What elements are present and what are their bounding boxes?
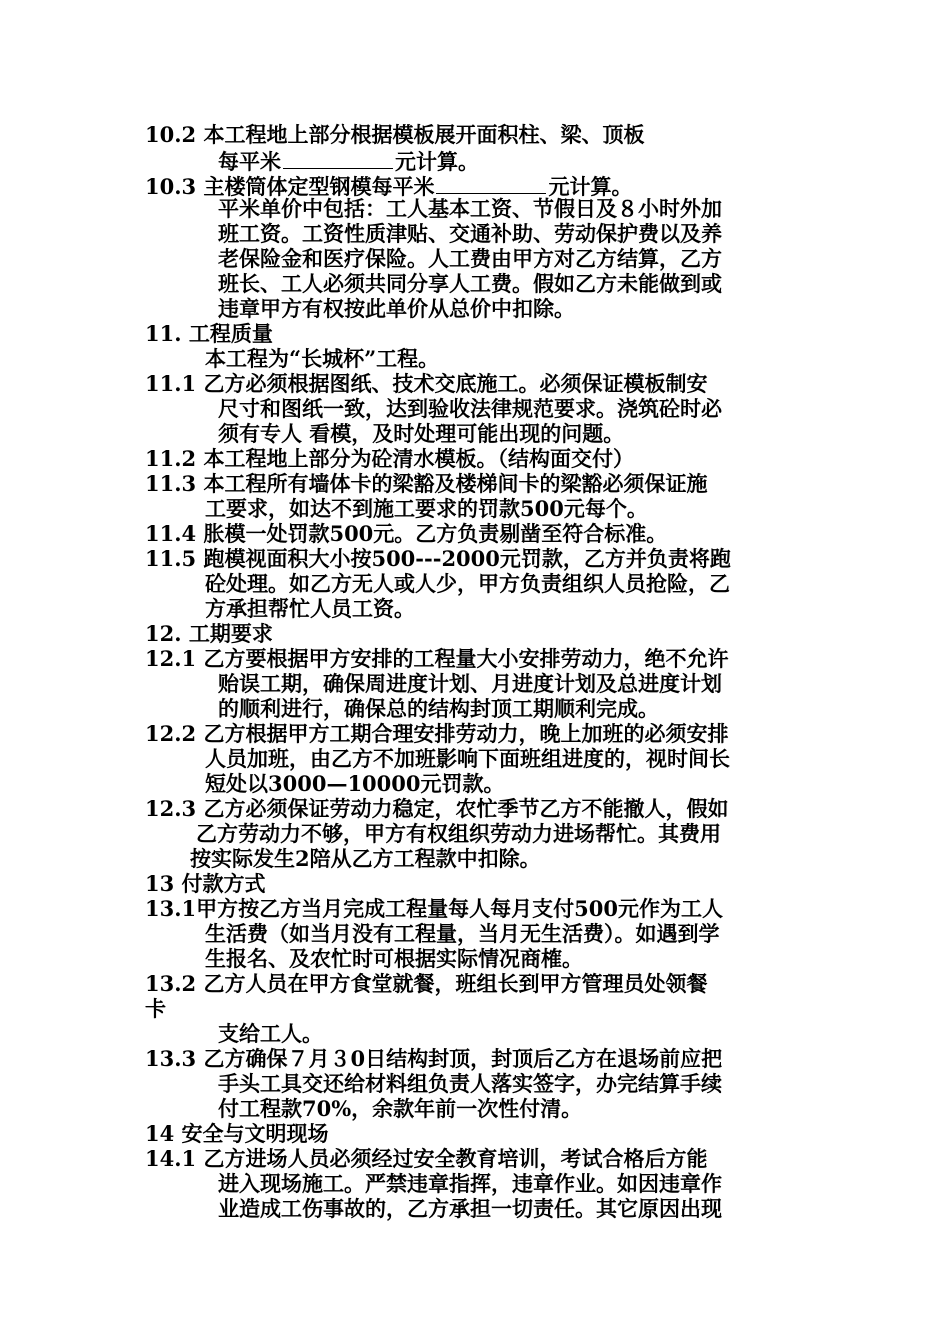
paragraph-line: 人员加班，由乙方不加班影响下面班组进度的，视时间长 bbox=[205, 746, 730, 771]
paragraph-line: 班工资。工资性质津贴、交通补助、劳动保护费以及养 bbox=[218, 221, 722, 246]
section-heading-14: 14 安全与文明现场 bbox=[145, 1121, 329, 1146]
line-13-3: 13.3 乙方确保７月３0日结构封顶，封顶后乙方在退场前应把 bbox=[145, 1046, 723, 1071]
paragraph-line: 平米单价中包括：工人基本工资、节假日及８小时外加 bbox=[218, 196, 722, 221]
paragraph-line: 须有专人 看模，及时处理可能出现的问题。 bbox=[218, 421, 625, 446]
blank-price-field bbox=[436, 173, 546, 194]
paragraph-line: 工要求，如达不到施工要求的罚款500元每个。 bbox=[205, 496, 648, 521]
section-heading-12: 12. 工期要求 bbox=[145, 621, 273, 646]
line-12-1: 12.1 乙方要根据甲方安排的工程量大小安排劳动力，绝不允许 bbox=[145, 646, 729, 671]
line-11-1: 11.1 乙方必须根据图纸、技术交底施工。必须保证模板制安 bbox=[145, 371, 708, 396]
line-10-3-text: 10.3 主楼筒体定型钢模每平米 bbox=[145, 174, 435, 199]
line-13-2: 13.2 乙方人员在甲方食堂就餐，班组长到甲方管理员处领餐 bbox=[145, 971, 708, 996]
section-heading-11: 11. 工程质量 bbox=[145, 321, 273, 346]
line-10-2: 10.2 本工程地上部分根据模板展开面积柱、梁、顶板 bbox=[145, 122, 645, 147]
line-11-2: 11.2 本工程地上部分为砼清水模板。（结构面交付） bbox=[145, 446, 634, 471]
unit-text: 每平米 bbox=[218, 149, 281, 174]
paragraph-line: 手头工具交还给材料组负责人落实签字，办完结算手续 bbox=[218, 1071, 722, 1096]
blank-price-field bbox=[283, 148, 393, 169]
line-11-4: 11.4 胀模一处罚款500元。乙方负责剔凿至符合标准。 bbox=[145, 521, 668, 546]
line-14-1: 14.1 乙方进场人员必须经过安全教育培训，考试合格后方能 bbox=[145, 1146, 708, 1171]
line-10-2-cont bbox=[218, 148, 479, 174]
paragraph-line: 砼处理。如乙方无人或人少，甲方负责组织人员抢险，乙 bbox=[205, 571, 730, 596]
line-13-1: 13.1甲方按乙方当月完成工程量每人每月支付500元作为工人 bbox=[145, 896, 723, 921]
paragraph-line: 本工程为“长城杯”工程。 bbox=[205, 346, 440, 371]
paragraph-line: 业造成工伤事故的，乙方承担一切责任。其它原因出现 bbox=[218, 1196, 722, 1221]
paragraph-line: 付工程款70%，余款年前一次性付清。 bbox=[218, 1096, 583, 1121]
unit-suffix: 元计算。 bbox=[548, 174, 633, 199]
paragraph-line: 进入现场施工。严禁违章指挥，违章作业。如因违章作 bbox=[218, 1171, 722, 1196]
paragraph-line: 班长、工人必须共同分享人工费。假如乙方未能做到或 bbox=[218, 271, 722, 296]
line-12-2: 12.2 乙方根据甲方工期合理安排劳动力，晚上加班的必须安排 bbox=[145, 721, 729, 746]
paragraph-line: 按实际发生2陪从乙方工程款中扣除。 bbox=[190, 846, 541, 871]
paragraph-line: 短处以3000—10000元罚款。 bbox=[205, 771, 505, 796]
paragraph-line: 生活费（如当月没有工程量，当月无生活费）。如遇到学 bbox=[205, 921, 720, 946]
paragraph-line: 卡 bbox=[145, 996, 166, 1021]
paragraph-line: 尺寸和图纸一致，达到验收法律规范要求。浇筑砼时必 bbox=[218, 396, 722, 421]
paragraph-line: 乙方劳动力不够，甲方有权组织劳动力进场帮忙。其费用 bbox=[196, 821, 721, 846]
paragraph-line: 违章甲方有权按此单价从总价中扣除。 bbox=[218, 296, 575, 321]
paragraph-line: 方承担帮忙人员工资。 bbox=[205, 596, 415, 621]
paragraph-line: 老保险金和医疗保险。人工费由甲方对乙方结算，乙方 bbox=[218, 246, 722, 271]
paragraph-line: 贻误工期，确保周进度计划、月进度计划及总进度计划 bbox=[218, 671, 722, 696]
line-12-3: 12.3 乙方必须保证劳动力稳定，农忙季节乙方不能撤人，假如 bbox=[145, 796, 729, 821]
line-11-5: 11.5 跑模视面积大小按500---2000元罚款，乙方并负责将跑 bbox=[145, 546, 731, 571]
line-11-3: 11.3 本工程所有墙体卡的梁豁及楼梯间卡的梁豁必须保证施 bbox=[145, 471, 708, 496]
section-heading-13: 13 付款方式 bbox=[145, 871, 266, 896]
unit-suffix: 元计算。 bbox=[395, 149, 479, 174]
paragraph-line: 支给工人。 bbox=[218, 1021, 323, 1046]
paragraph-line: 的顺利进行，确保总的结构封顶工期顺利完成。 bbox=[218, 696, 659, 721]
paragraph-line: 生报名、及农忙时可根据实际情况商榷。 bbox=[205, 946, 583, 971]
